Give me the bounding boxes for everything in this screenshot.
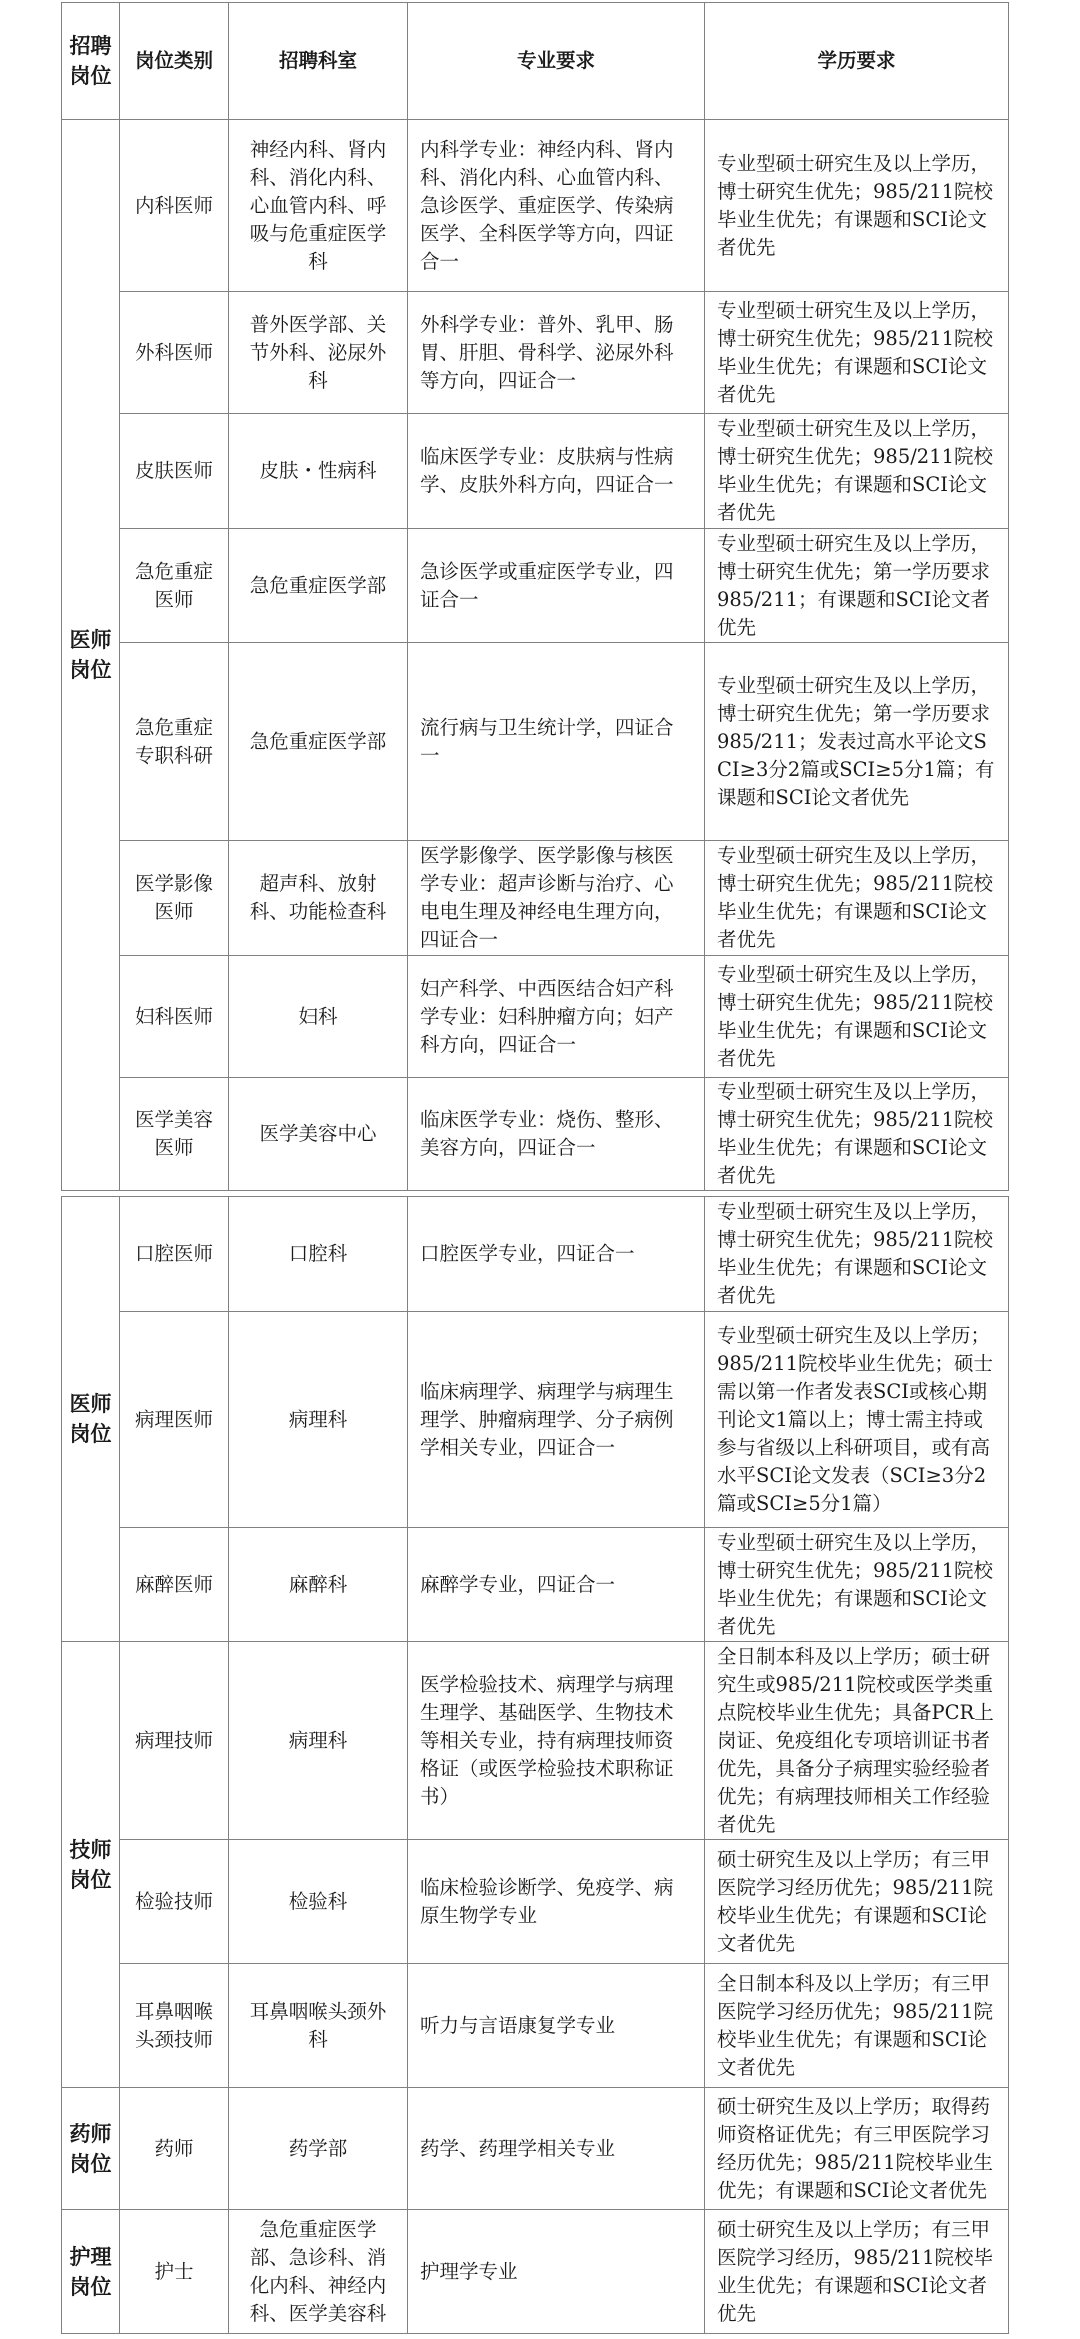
header-dept-cell: 招聘科室 — [229, 3, 408, 120]
dept-cell: 检验科 — [229, 1840, 408, 1964]
type-cell: 妇科医师 — [120, 956, 229, 1078]
type-cell: 内科医师 — [120, 120, 229, 292]
table-row — [62, 1642, 1009, 1840]
table-row — [62, 529, 1009, 643]
type-cell: 医学影像医师 — [120, 841, 229, 956]
edu-cell: 硕士研究生及以上学历；取得药师资格证优先；有三甲医院学习经历优先；985/211院校毕业生优先；有课题和SCI论文者优先 — [705, 2088, 1009, 2210]
major-cell: 医学影像学、医学影像与核医学专业：超声诊断与治疗、心电电生理及神经电生理方向，四证合一 — [408, 841, 705, 956]
table-row — [62, 643, 1009, 841]
edu-cell: 专业型硕士研究生及以上学历，博士研究生优先；985/211院校毕业生优先；有课题和SCI论文者优先 — [705, 956, 1009, 1078]
table-row — [62, 2088, 1009, 2210]
table-row — [62, 841, 1009, 956]
table-header-row — [62, 3, 1009, 120]
type-cell: 外科医师 — [120, 292, 229, 414]
section-post-cell: 药师岗位 — [62, 2088, 120, 2210]
table-row — [62, 292, 1009, 414]
major-cell: 急诊医学或重症医学专业，四证合一 — [408, 529, 705, 643]
type-cell: 病理医师 — [120, 1312, 229, 1528]
dept-cell: 病理科 — [229, 1642, 408, 1840]
dept-cell: 妇科 — [229, 956, 408, 1078]
major-cell: 外科学专业：普外、乳甲、肠胃、肝胆、骨科学、泌尿外科等方向，四证合一 — [408, 292, 705, 414]
edu-cell: 全日制本科及以上学历；有三甲医院学习经历优先；985/211院校毕业生优先；有课题和SCI论文者优先 — [705, 1964, 1009, 2088]
type-cell: 急危重症专职科研 — [120, 643, 229, 841]
header-edu-cell: 学历要求 — [705, 3, 1009, 120]
table-row — [62, 120, 1009, 292]
type-cell: 护士 — [120, 2210, 229, 2334]
type-cell: 耳鼻咽喉头颈技师 — [120, 1964, 229, 2088]
header-major-cell: 专业要求 — [408, 3, 705, 120]
edu-cell: 专业型硕士研究生及以上学历，博士研究生优先；985/211院校毕业生优先；有课题和SCI论文者优先 — [705, 1528, 1009, 1642]
major-cell: 药学、药理学相关专业 — [408, 2088, 705, 2210]
table-row — [62, 956, 1009, 1078]
dept-cell: 耳鼻咽喉头颈外科 — [229, 1964, 408, 2088]
edu-cell: 专业型硕士研究生及以上学历，博士研究生优先；985/211院校毕业生优先；有课题和SCI论文者优先 — [705, 1078, 1009, 1191]
edu-cell: 全日制本科及以上学历；硕士研究生或985/211院校或医学类重点院校毕业生优先；具备PCR上岗证、免疫组化专项培训证书者优先，具备分子病理实验经验者优先；有病理技师相关工作经验者优先 — [705, 1642, 1009, 1840]
table-row — [62, 2210, 1009, 2334]
section-post-cell: 医师岗位 — [62, 1197, 120, 1642]
header-post-cell: 招聘岗位 — [62, 3, 120, 120]
table-row — [62, 1528, 1009, 1642]
dept-cell: 超声科、放射科、功能检查科 — [229, 841, 408, 956]
type-cell: 病理技师 — [120, 1642, 229, 1840]
major-cell: 妇产科学、中西医结合妇产科学专业：妇科肿瘤方向；妇产科方向，四证合一 — [408, 956, 705, 1078]
type-cell: 医学美容医师 — [120, 1078, 229, 1191]
table-row — [62, 414, 1009, 529]
dept-cell: 病理科 — [229, 1312, 408, 1528]
section-post-cell: 护理岗位 — [62, 2210, 120, 2334]
edu-cell: 专业型硕士研究生及以上学历，博士研究生优先；第一学历要求985/211；有课题和SCI论文者优先 — [705, 529, 1009, 643]
major-cell: 听力与言语康复学专业 — [408, 1964, 705, 2088]
edu-cell: 专业型硕士研究生及以上学历，博士研究生优先；985/211院校毕业生优先；有课题和SCI论文者优先 — [705, 1197, 1009, 1312]
major-cell: 麻醉学专业，四证合一 — [408, 1528, 705, 1642]
dept-cell: 急危重症医学部 — [229, 643, 408, 841]
type-cell: 口腔医师 — [120, 1197, 229, 1312]
dept-cell: 急危重症医学部、急诊科、消化内科、神经内科、医学美容科 — [229, 2210, 408, 2334]
major-cell: 口腔医学专业，四证合一 — [408, 1197, 705, 1312]
table-row — [62, 1078, 1009, 1191]
table-row — [62, 1964, 1009, 2088]
table-row — [62, 1312, 1009, 1528]
major-cell: 医学检验技术、病理学与病理生理学、基础医学、生物技术等相关专业，持有病理技师资格证（或医学检验技术职称证书） — [408, 1642, 705, 1840]
dept-cell: 医学美容中心 — [229, 1078, 408, 1191]
dept-cell: 急危重症医学部 — [229, 529, 408, 643]
type-cell: 急危重症医师 — [120, 529, 229, 643]
dept-cell: 麻醉科 — [229, 1528, 408, 1642]
recruitment-table-part-2 — [61, 1196, 1009, 2334]
edu-cell: 专业型硕士研究生及以上学历，博士研究生优先；第一学历要求985/211；发表过高水平论文SCI≥3分2篇或SCI≥5分1篇；有课题和SCI论文者优先 — [705, 643, 1009, 841]
major-cell: 临床检验诊断学、免疫学、病原生物学专业 — [408, 1840, 705, 1964]
major-cell: 临床医学专业：皮肤病与性病学、皮肤外科方向，四证合一 — [408, 414, 705, 529]
edu-cell: 硕士研究生及以上学历；有三甲医院学习经历优先；985/211院校毕业生优先；有课题和SCI论文者优先 — [705, 1840, 1009, 1964]
dept-cell: 普外医学部、关节外科、泌尿外科 — [229, 292, 408, 414]
type-cell: 麻醉医师 — [120, 1528, 229, 1642]
major-cell: 护理学专业 — [408, 2210, 705, 2334]
major-cell: 流行病与卫生统计学，四证合一 — [408, 643, 705, 841]
type-cell: 药师 — [120, 2088, 229, 2210]
edu-cell: 硕士研究生及以上学历；有三甲医院学习经历，985/211院校毕业生优先；有课题和SCI论文者优先 — [705, 2210, 1009, 2334]
type-cell: 检验技师 — [120, 1840, 229, 1964]
table-row — [62, 1197, 1009, 1312]
dept-cell: 口腔科 — [229, 1197, 408, 1312]
section-post-cell: 技师岗位 — [62, 1642, 120, 2088]
major-cell: 内科学专业：神经内科、肾内科、消化内科、心血管内科、急诊医学、重症医学、传染病医学、全科医学等方向，四证合一 — [408, 120, 705, 292]
edu-cell: 专业型硕士研究生及以上学历，博士研究生优先；985/211院校毕业生优先；有课题和SCI论文者优先 — [705, 292, 1009, 414]
edu-cell: 专业型硕士研究生及以上学历，博士研究生优先；985/211院校毕业生优先；有课题和SCI论文者优先 — [705, 841, 1009, 956]
dept-cell: 神经内科、肾内科、消化内科、心血管内科、呼吸与危重症医学科 — [229, 120, 408, 292]
section-post-cell: 医师岗位 — [62, 120, 120, 1191]
table-row — [62, 1840, 1009, 1964]
edu-cell: 专业型硕士研究生及以上学历；985/211院校毕业生优先；硕士需以第一作者发表SCI或核心期刊论文1篇以上；博士需主持或参与省级以上科研项目，或有高水平SCI论文发表（SCI≥3分2篇或SCI≥5分1篇） — [705, 1312, 1009, 1528]
dept-cell: 皮肤・性病科 — [229, 414, 408, 529]
type-cell: 皮肤医师 — [120, 414, 229, 529]
recruitment-table-part-1 — [61, 2, 1009, 1191]
major-cell: 临床病理学、病理学与病理生理学、肿瘤病理学、分子病例学相关专业，四证合一 — [408, 1312, 705, 1528]
edu-cell: 专业型硕士研究生及以上学历，博士研究生优先；985/211院校毕业生优先；有课题和SCI论文者优先 — [705, 120, 1009, 292]
edu-cell: 专业型硕士研究生及以上学历，博士研究生优先；985/211院校毕业生优先；有课题和SCI论文者优先 — [705, 414, 1009, 529]
dept-cell: 药学部 — [229, 2088, 408, 2210]
major-cell: 临床医学专业：烧伤、整形、美容方向，四证合一 — [408, 1078, 705, 1191]
header-type-cell: 岗位类别 — [120, 3, 229, 120]
